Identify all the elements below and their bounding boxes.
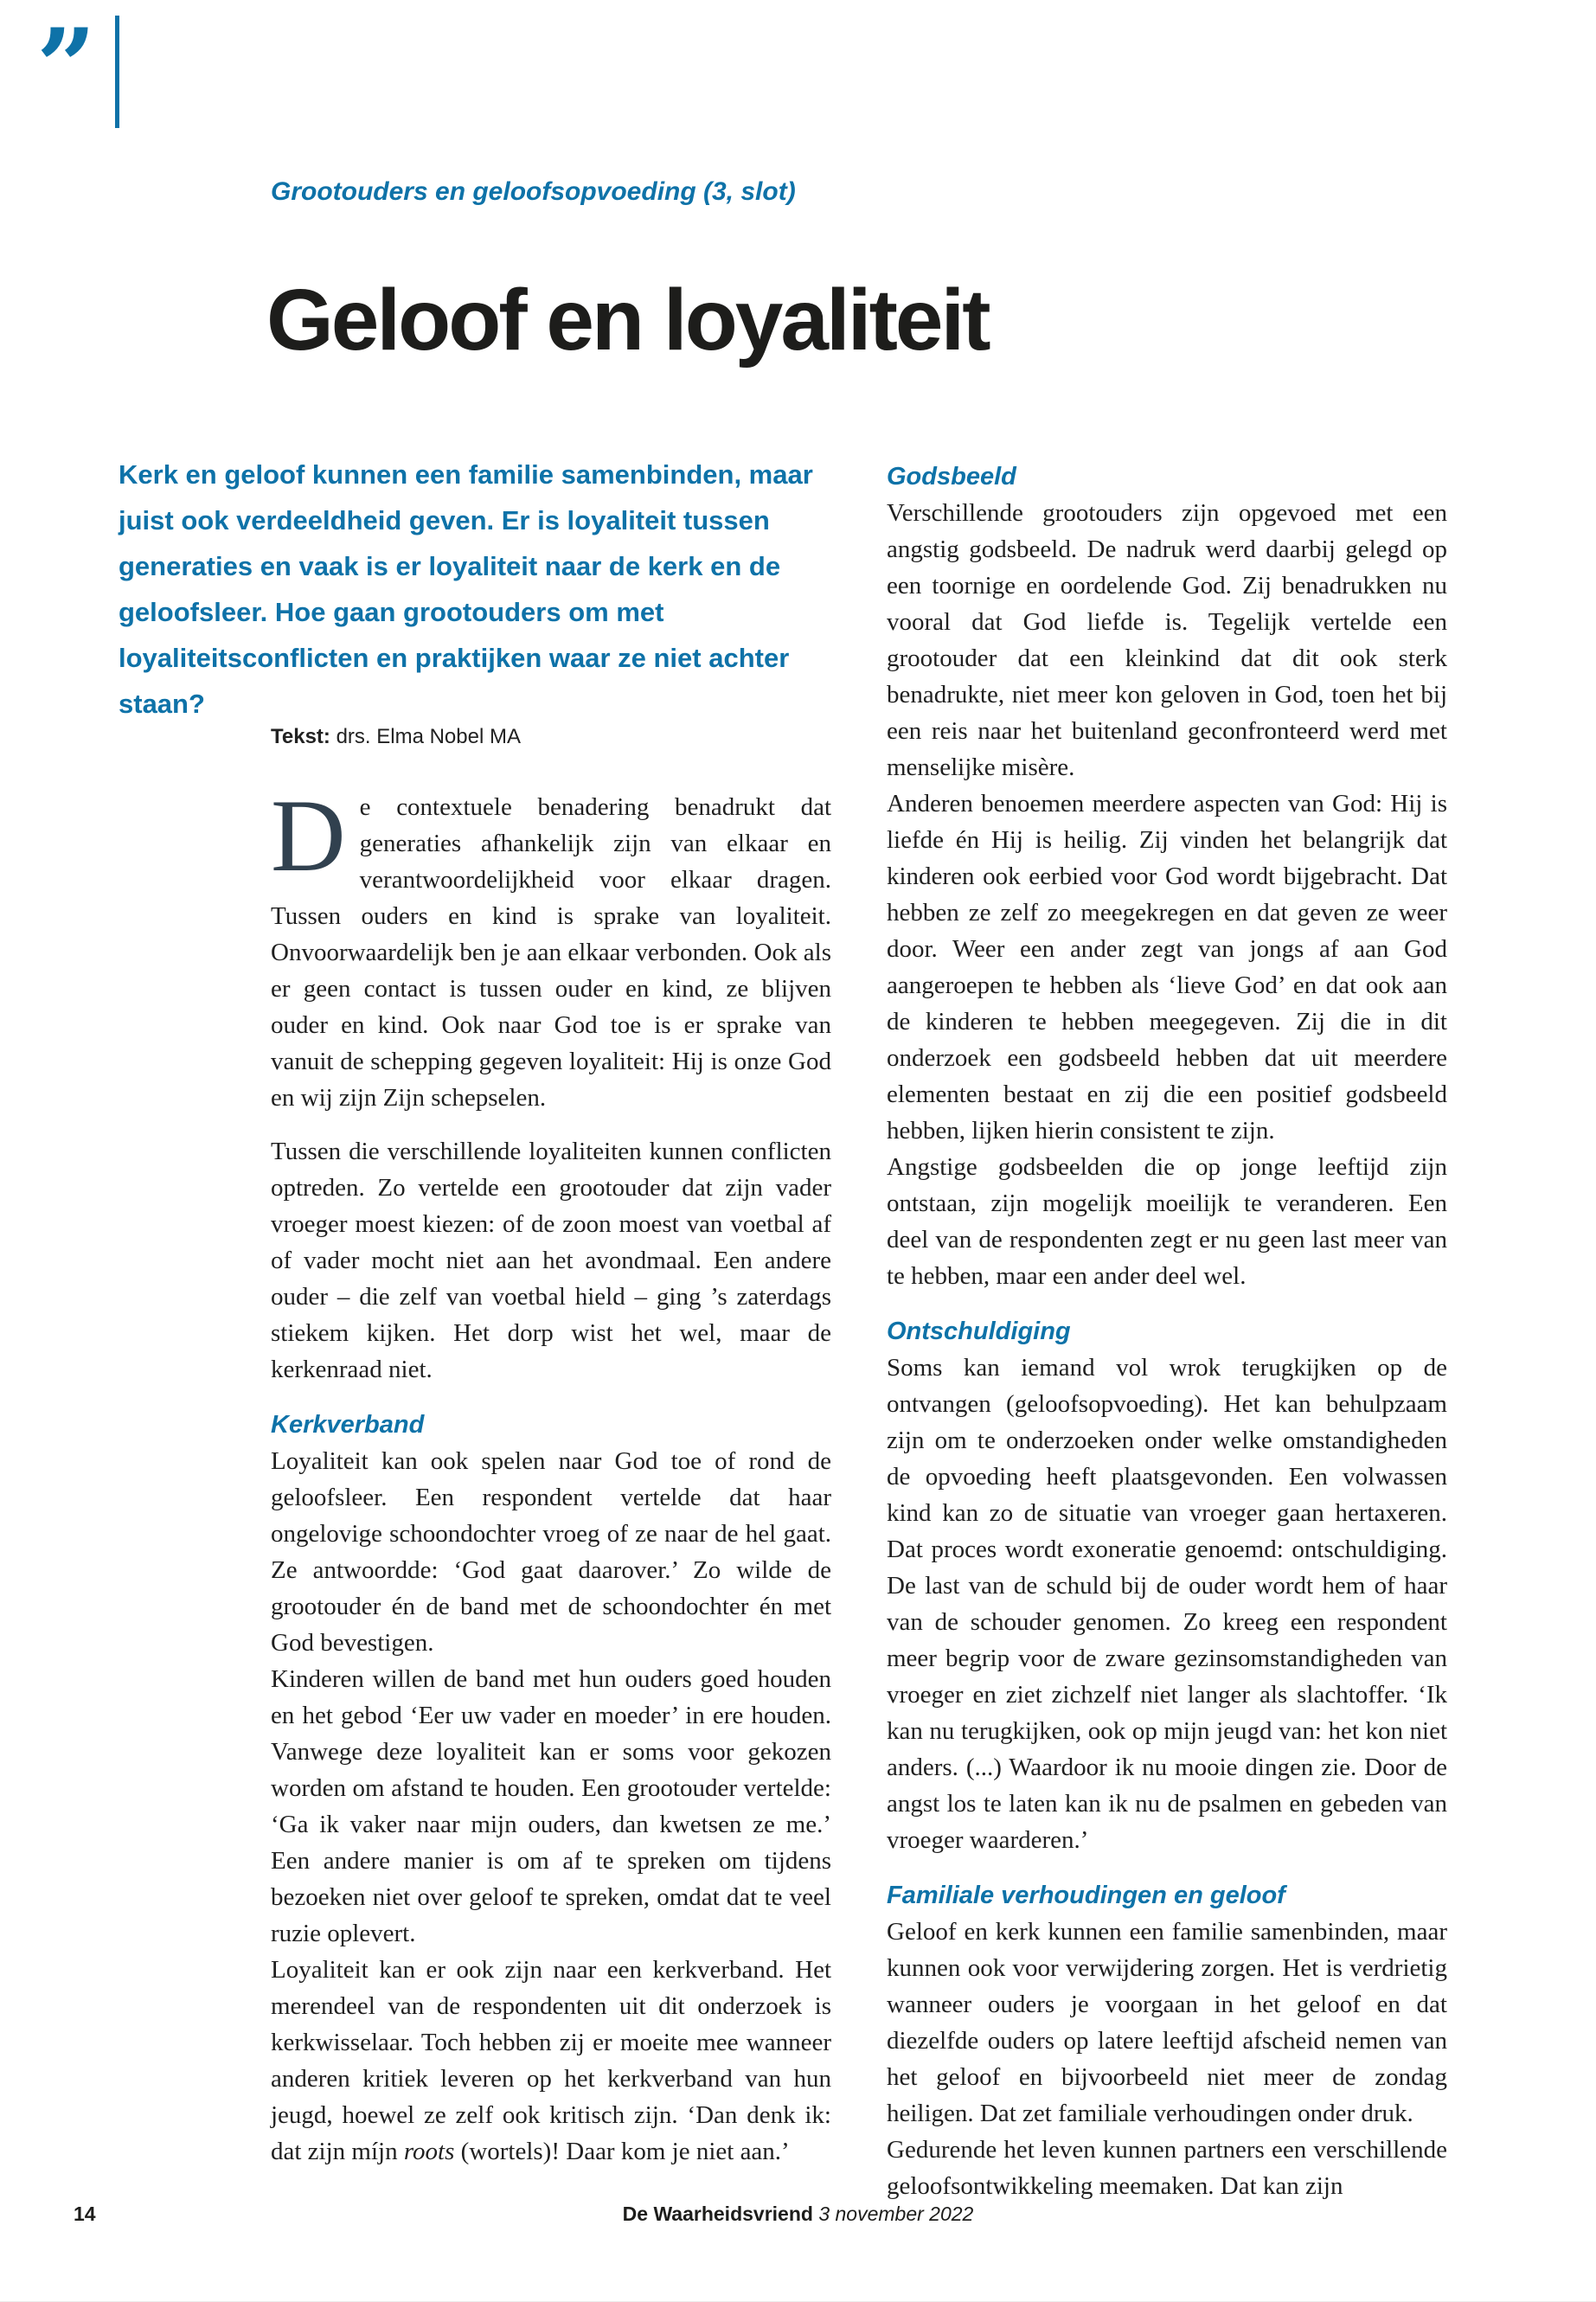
section-heading-kerkverband: Kerkverband: [271, 1411, 425, 1439]
left-column: [271, 778, 831, 2170]
section-heading-ontschuldiging: Ontschuldiging: [887, 1318, 1071, 1345]
page-number: 14: [74, 2203, 96, 2225]
body-paragraph: Anderen benoemen meerdere aspecten van God: Hij is liefde én Hij is heilig. Zij vinden het belangrijk dat kinderen ook eerbied voor God wordt bijgebracht. Dat hebben ze zelf zo meegekregen en dat geven ze weer door. Weer een ander zegt van jongs af aan God aangeroepen te hebben als ‘lieve God’ en dat ook aan de kinderen te hebben meegegeven. Zij die in dit onderzoek een godsbeeld hebben dat uit meerdere elementen bestaat en zij die een positief godsbeeld hebben, lijken hierin consistent te zijn.: [887, 790, 1447, 1145]
article-title: Geloof en loyaliteit: [266, 272, 989, 369]
body-paragraph: Soms kan iemand vol wrok terugkijken op de ontvangen (geloofsopvoeding). Het kan behulpzaam zijn om te onderzoeken onder welke omstandigheden de opvoeding heeft plaatsgevonden. Een volwassen kind kan zo de situatie van vroeger gaan hertaxeren. Dat proces wordt exoneratie genoemd: ontschuldiging. De last van de schuld bij de ouder wordt hem of haar van de schouder genomen. Zo kreeg een respondent meer begrip voor de zware gezinsomstandigheden van vroeger en ziet zichzelf niet langer als slachtoffer. ‘Ik kan nu terugkijken, ook op mijn jeugd van: het kon niet anders. (...) Waardoor ik nu mooie dingen zie. Door de angst los te laten kan ik nu de psalmen en gebeden van vroeger waarderen.’: [887, 1354, 1447, 1854]
right-column: [887, 458, 1447, 2204]
body-paragraph: Gedurende het leven kunnen partners een verschillende geloofsontwikkeling meemaken. Dat kan zijn: [887, 2136, 1447, 2200]
byline: [271, 725, 521, 749]
paragraph-text: e contextuele benadering benadrukt dat generaties afhankelijk zijn van elkaar en verantwoordelijkheid voor elkaar dragen. Tussen ouders en kind is sprake van loyaliteit. Onvoorwaardelijk ben je aan elkaar verbonden. Ook als er geen contact is tussen ouder en kind, ze blijven ouder en kind. Ook naar God toe is er sprake van vanuit de schepping gegeven loyaliteit: Hij is onze God en wij zijn Zijn schepselen.: [271, 793, 831, 1112]
body-paragraph: [271, 778, 831, 1116]
footer-magazine-name: De Waarheidsvriend: [622, 2203, 813, 2225]
body-paragraph: Kinderen willen de band met hun ouders goed houden en het gebod ‘Eer uw vader en moeder’ in ere houden. Vanwege deze loyaliteit kan er soms voor gekozen worden om afstand te houden. Een grootouder vertelde: ‘Ga ik vaker naar mijn ouders, dan kwetsen ze me.’ Een andere manier is om af te spreken om tijdens bezoeken niet over geloof te spreken, omdat dat te veel ruzie oplevert.: [271, 1665, 831, 1947]
body-paragraph: Angstige godsbeelden die op jonge leeftijd zijn ontstaan, zijn mogelijk moeilijk te veranderen. Een deel van de respondenten zegt er nu geen last meer van te hebben, maar een ander deel wel.: [887, 1153, 1447, 1290]
section-heading-familiale-verhoudingen: Familiale verhoudingen en geloof: [887, 1882, 1285, 1909]
body-paragraph: Tussen die verschillende loyaliteiten kunnen conflicten optreden. Zo vertelde een grootouder dat zijn vader vroeger moest kiezen: of de zoon moest van voetbal af of vader mocht niet aan het avondmaal. Een andere ouder – die zelf van voetbal hield – ging ’s zaterdags stiekem kijken. Het dorp wist het wel, maar de kerkenraad niet.: [271, 1138, 831, 1383]
byline-label: Tekst:: [271, 725, 330, 748]
accent-rule: [115, 16, 119, 128]
body-paragraph: [271, 1952, 831, 2170]
closing-quote-icon: ”: [36, 6, 97, 128]
body-paragraph: Verschillende grootouders zijn opgevoed met een angstig godsbeeld. De nadruk werd daarbij gelegd op een toornige en oordelende God. Zij benadrukken nu vooral dat God liefde is. Tegelijk vertelde een grootouder dat een kleinkind dat dit ook sterk benadrukte, niet meer kon geloven in God, toen het bij een reis naar het buitenland geconfronteerd werd met menselijke misère.: [887, 499, 1447, 781]
section-heading-godsbeeld: Godsbeeld: [887, 463, 1016, 491]
byline-name: drs. Elma Nobel MA: [330, 725, 521, 748]
drop-cap: D: [271, 778, 346, 893]
paragraph-text: Loyaliteit kan er ook zijn naar een kerkverband. Het merendeel van de respondenten uit dit onderzoek is kerkwisselaar. Toch hebben zij er moeite mee wanneer anderen kritiek leveren op het kerkverband van hun jeugd, hoewel ze zelf ook kritisch zijn. ‘Dan denk ik: dat zijn míjn: [271, 1956, 831, 2165]
body-paragraph: Geloof en kerk kunnen een familie samenbinden, maar kunnen ook voor verwijdering zorgen. Het is verdrietig wanneer ouders je voorgaan in het geloof en dat diezelfde ouders op latere leeftijd afscheid nemen van het geloof en bijvoorbeeld niet meer de zondag heiligen. Dat zet familiale verhoudingen onder druk.: [887, 1918, 1447, 2127]
body-paragraph: Loyaliteit kan ook spelen naar God toe of rond de geloofsleer. Een respondent vertelde dat haar ongelovige schoondochter vroeg of ze naar de hel gaat. Ze antwoordde: ‘God gaat daarover.’ Zo wilde de grootouder én de band met de schoondochter én met God bevestigen.: [271, 1447, 831, 1657]
paragraph-text-italic: roots: [403, 2138, 455, 2165]
footer-date: 3 november 2022: [812, 2203, 974, 2225]
page-footer: [0, 2203, 1596, 2226]
paragraph-text: (wortels)! Daar kom je niet aan.’: [454, 2138, 790, 2165]
article-lead: Kerk en geloof kunnen een familie samenbinden, maar juist ook verdeeldheid geven. Er is loyaliteit tussen generaties en vaak is er loyaliteit naar de kerk en de geloofsleer. Hoe gaan grootouders om met loyaliteitsconflicten en praktijken waar ze niet achter staan?: [119, 459, 813, 719]
article-kicker: Grootouders en geloofsopvoeding (3, slot): [271, 177, 796, 206]
